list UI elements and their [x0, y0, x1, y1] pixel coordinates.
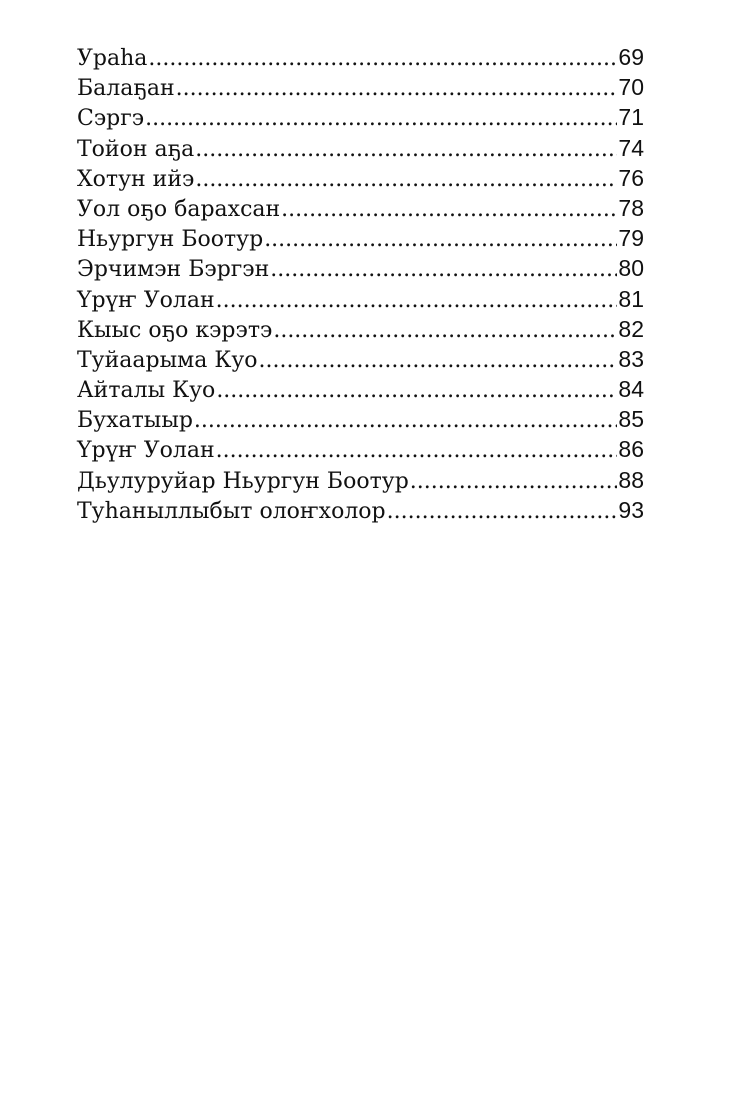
toc-entry-page: 84	[618, 376, 644, 403]
toc-entry	[77, 255, 644, 285]
dot-leader	[195, 167, 617, 192]
toc-entry	[77, 286, 644, 316]
toc-entry-page: 85	[618, 406, 644, 433]
toc-entry-title: Үрүҥ Уолан	[77, 287, 215, 313]
dot-leader	[264, 227, 617, 252]
toc-entry	[77, 346, 644, 376]
toc-entry-title: Кыыс оҕо кэрэтэ	[77, 317, 273, 343]
toc-entry-title: Айталы Куо	[77, 378, 216, 404]
dot-leader	[273, 318, 617, 343]
dot-leader	[145, 106, 617, 131]
toc-entry-title: Туйаарыма Куо	[77, 347, 258, 373]
toc-entry-title: Уол оҕо барахсан	[77, 196, 281, 222]
dot-leader	[270, 257, 617, 282]
toc-entry-title: Эрчимэн Бэргэн	[77, 257, 270, 283]
toc-entry-page: 93	[618, 496, 644, 523]
toc-entry-page: 74	[618, 134, 644, 161]
toc-entry	[77, 135, 644, 165]
dot-leader	[216, 288, 618, 313]
toc-entry	[77, 316, 644, 346]
toc-entry-title: Балаҕан	[77, 76, 175, 102]
toc-entry-page: 82	[618, 315, 644, 342]
dot-leader	[195, 137, 617, 162]
toc-entry	[77, 74, 644, 104]
toc-entry-page: 83	[618, 345, 644, 372]
toc-entry-page: 69	[618, 44, 644, 70]
toc-entry	[77, 406, 644, 436]
toc-entry-page: 76	[618, 164, 644, 191]
toc-entry-page: 80	[618, 255, 644, 282]
dot-leader	[148, 46, 617, 71]
toc-entry-title: Дьулуруйар Ньургун Боотур	[77, 468, 409, 494]
toc-entry	[77, 497, 644, 527]
toc-entry	[77, 467, 644, 497]
toc-entry-page: 71	[618, 104, 644, 131]
dot-leader	[176, 76, 618, 101]
toc-entry	[77, 44, 644, 74]
dot-leader	[410, 469, 618, 494]
table-of-contents	[77, 44, 644, 527]
toc-entry	[77, 225, 644, 255]
toc-entry-title: Ньургун Боотур	[77, 227, 264, 253]
toc-entry-title: Ураһа	[77, 46, 148, 71]
dot-leader	[194, 408, 617, 433]
toc-entry	[77, 376, 644, 406]
toc-entry	[77, 104, 644, 134]
toc-entry-page: 86	[618, 436, 644, 463]
toc-entry-title: Үрүҥ Уолан	[77, 438, 215, 464]
toc-entry-page: 81	[618, 285, 644, 312]
dot-leader	[387, 499, 618, 524]
toc-entry-page: 88	[618, 466, 644, 493]
toc-entry	[77, 195, 644, 225]
toc-entry-title: Сэргэ	[77, 106, 145, 132]
toc-entry-title: Тойон аҕа	[77, 136, 195, 162]
dot-leader	[216, 438, 618, 463]
toc-entry-title: Туһаныллыбыт олоҥхолор	[77, 498, 386, 524]
toc-entry-title: Бухатыыр	[77, 408, 193, 434]
toc-entry	[77, 436, 644, 466]
dot-leader	[281, 197, 617, 222]
toc-entry-page: 78	[618, 194, 644, 221]
dot-leader	[259, 348, 618, 373]
toc-entry-title: Хотун ийэ	[77, 166, 195, 192]
toc-entry	[77, 165, 644, 195]
toc-entry-page: 79	[618, 225, 644, 252]
toc-entry-page: 70	[618, 74, 644, 101]
dot-leader	[216, 378, 617, 403]
